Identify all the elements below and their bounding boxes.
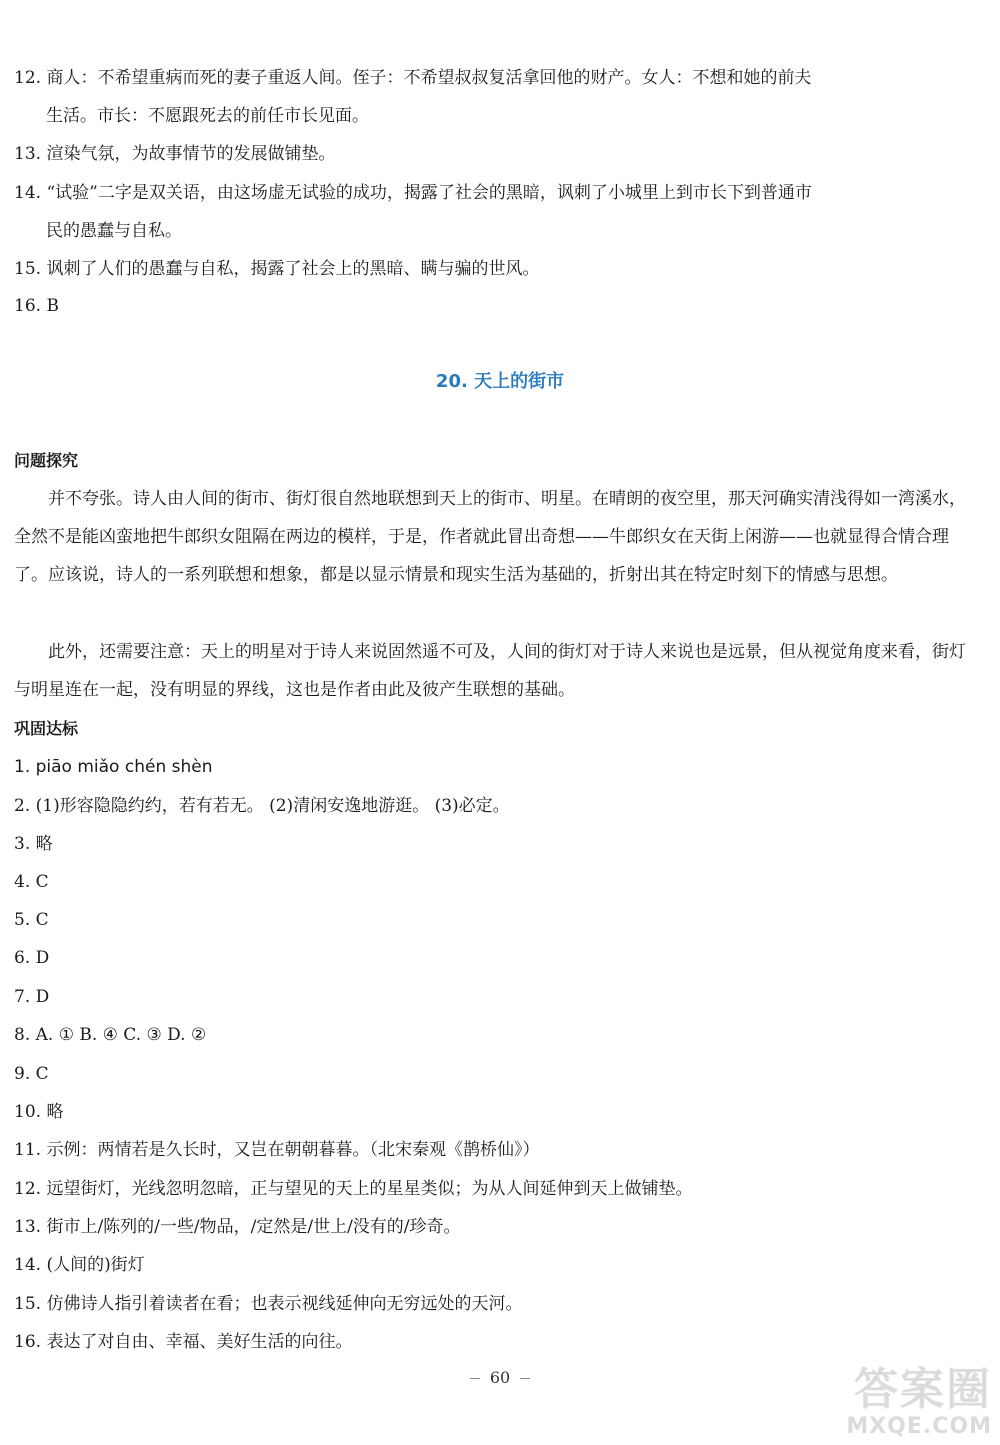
- watermark-logo: 答案圈: [854, 1364, 992, 1415]
- answer-line: 9. C: [14, 1064, 49, 1084]
- answer-line: 13. 渲染气氛，为故事情节的发展做铺垫。: [14, 144, 336, 164]
- answer-line: 5. C: [14, 910, 49, 930]
- answer-line: 11. 示例：两情若是久长时，又岂在朝朝暮暮。（北宋秦观《鹊桥仙》）: [14, 1140, 540, 1160]
- answer-line: 2. (1)形容隐隐约约，若有若无。 (2)清闲安逸地游逛。 (3)必定。: [14, 796, 510, 816]
- section-title: 20. 天上的街市: [435, 371, 565, 392]
- answer-line: 民的愚蠢与自私。: [46, 221, 182, 241]
- answer-line: 7. D: [14, 987, 50, 1007]
- inquiry-heading: 问题探究: [14, 451, 79, 470]
- answer-line: 15. 仿佛诗人指引着读者在看；也表示视线延伸向无穷远处的天河。: [14, 1294, 523, 1314]
- answer-line: 16. B: [14, 296, 59, 316]
- dash-decoration: [520, 1378, 530, 1379]
- answer-line: 6. D: [14, 948, 50, 968]
- answer-line: 13. 街市上/陈列的/一些/物品，/定然是/世上/没有的/珍奇。: [14, 1217, 461, 1237]
- inquiry-paragraph-1: 并不夸张。诗人由人间的街市、街灯很自然地联想到天上的街市、明星。在晴朗的夜空里，那天河确实清浅得如一湾溪水，全然不是能凶蛮地把牛郎织女阻隔在两边的模样，于是，作者就此冒出奇想——牛郎织女在天街上闲游——也就显得合情合理了。应该说，诗人的一系列联想和想象，都是以显示情景和现实生活为基础的，折射出其在特定时刻下的情感与思想。: [14, 489, 966, 585]
- answer-line: 14. (人间的)街灯: [14, 1255, 145, 1275]
- dash-decoration: [470, 1378, 480, 1379]
- answer-line: 10. 略: [14, 1102, 64, 1122]
- answer-line: 15. 讽刺了人们的愚蠢与自私，揭露了社会上的黑暗、瞒与骗的世风。: [14, 259, 540, 279]
- answer-line: 3. 略: [14, 834, 53, 854]
- answer-line: 16. 表达了对自由、幸福、美好生活的向往。: [14, 1332, 353, 1352]
- answer-line: 12. 远望街灯，光线忽明忽暗，正与望见的天上的星星类似；为从人间延伸到天上做铺垫。: [14, 1179, 693, 1199]
- answer-line: 生活。市长：不愿跟死去的前任市长见面。: [46, 106, 369, 126]
- answer-line: 1. piāo miǎo chén shèn: [14, 757, 213, 777]
- answer-line: 12. 商人：不希望重病而死的妻子重返人间。侄子：不希望叔叔复活拿回他的财产。女人：不想和她的前夫: [14, 68, 812, 88]
- watermark-url: MXQE.COM: [846, 1414, 992, 1439]
- consolidation-heading: 巩固达标: [14, 719, 79, 738]
- answer-line: 4. C: [14, 872, 49, 892]
- page-number-text: 60: [489, 1368, 511, 1387]
- inquiry-paragraph-2: 此外，还需要注意：天上的明星对于诗人来说固然遥不可及，人间的街灯对于诗人来说也是远景，但从视觉角度来看，街灯与明星连在一起，没有明显的界线，这也是作者由此及彼产生联想的基础。: [14, 642, 966, 700]
- watermark: [846, 1366, 992, 1439]
- answer-line: 8. A. ① B. ④ C. ③ D. ②: [14, 1025, 207, 1045]
- answer-line: 14. “试验”二字是双关语，由这场虚无试验的成功，揭露了社会的黑暗，讽刺了小城里上到市长下到普通市: [14, 183, 812, 203]
